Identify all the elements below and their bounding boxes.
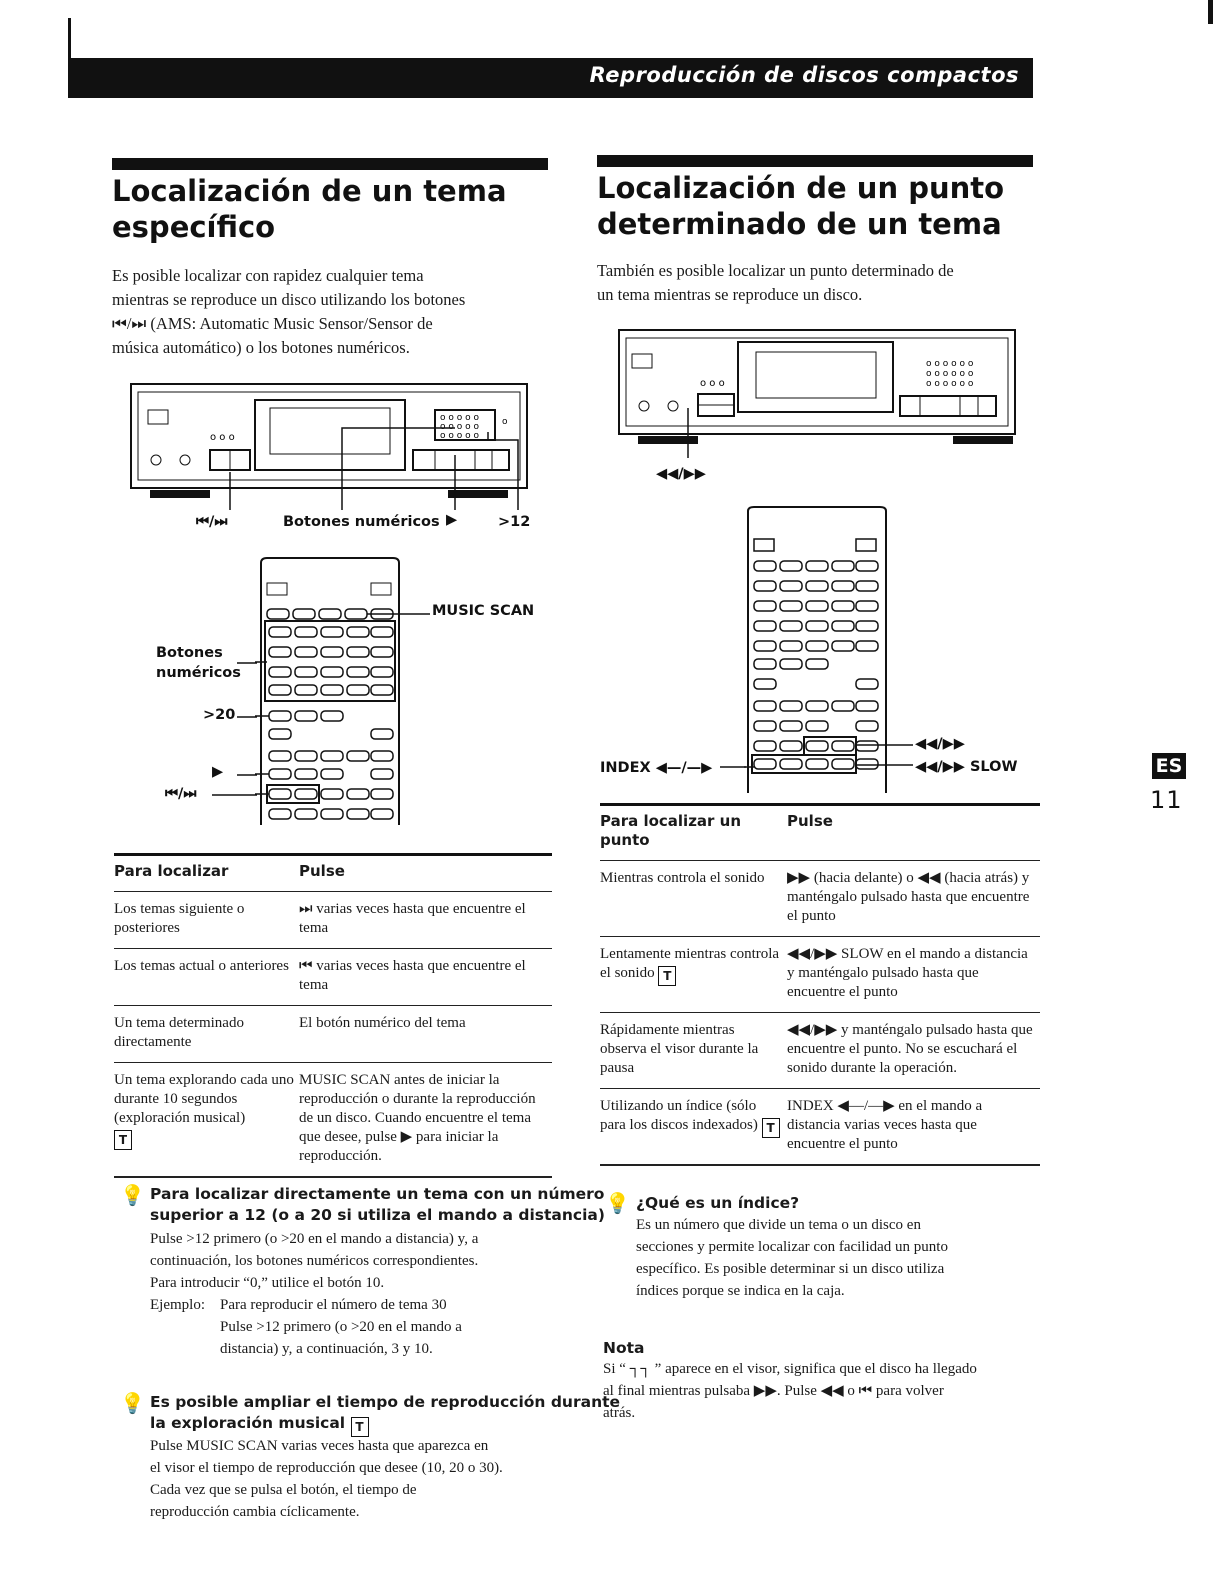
svg-text:o o o o o o: o o o o o o — [926, 369, 974, 379]
intro-line: música automático) o los botones numéricos. — [112, 338, 410, 357]
note-line: al final mientras pulsaba ▶▶. Pulse ◀◀ o ⏮ para volver — [603, 1383, 944, 1399]
crop-mark — [1208, 0, 1213, 24]
svg-text:o o o: o o o — [210, 432, 235, 443]
tip-example — [150, 1294, 560, 1360]
label-search: ◀◀/▶▶ — [656, 466, 706, 482]
remote-illustration — [255, 555, 405, 830]
tip-line: secciones y permite localizar con facilidad un punto — [636, 1239, 948, 1255]
table-cell-text: Un tema explorando cada uno durante 10 segundos (exploración musical) — [114, 1072, 294, 1126]
table-cell: INDEX ◀—/—▶ en el mando a distancia varias veces hasta que encuentre el punto — [787, 1089, 1040, 1166]
tip-line: Para introducir “0,” utilice el botón 10. — [150, 1275, 385, 1291]
language-badge: ES — [1152, 753, 1186, 779]
table-cell: ⏭ varias veces hasta que encuentre el tema — [299, 892, 552, 949]
tip-heading-line: Para localizar directamente un tema con un número — [150, 1185, 605, 1203]
intro-line: Es posible localizar con rapidez cualquier tema — [112, 266, 424, 285]
leader-line — [405, 612, 430, 616]
intro-line: ⏮/⏭ (AMS: Automatic Music Sensor/Sensor de — [112, 314, 433, 333]
remote-icon: T — [762, 1118, 780, 1138]
table-header: Pulse — [299, 855, 552, 892]
svg-text:o o o o o: o o o o o — [440, 422, 479, 432]
label-gt12: >12 — [498, 514, 531, 530]
note-heading: Nota — [603, 1339, 645, 1357]
svg-text:o: o — [502, 417, 508, 427]
label-remote-search: ◀◀/▶▶ — [915, 736, 965, 752]
note-body — [603, 1358, 1043, 1424]
table-cell — [600, 1089, 787, 1166]
table-cell-text: Utilizando un índice (sólo para los discos indexados) — [600, 1098, 758, 1133]
table-row — [600, 937, 1040, 1013]
table-row — [600, 1089, 1040, 1166]
leader-line — [720, 765, 746, 769]
tip-heading-line: Es posible ampliar el tiempo de reproducción durante — [150, 1393, 621, 1411]
remote-illustration — [744, 505, 889, 795]
table-header: Para localizar un punto — [600, 805, 787, 861]
table-cell — [114, 1063, 299, 1178]
table-cell: ▶▶ (hacia delante) o ◀◀ (hacia atrás) y manténgalo pulsado hasta que encuentre el punto — [787, 861, 1040, 937]
intro-line: También es posible localizar un punto determinado de — [597, 261, 954, 280]
table-cell: ◀◀/▶▶ y manténgalo pulsado hasta que encuentre el punto. No se escuchará el sonido durante la operación. — [787, 1013, 1040, 1089]
example-line: distancia) y, a continuación, 3 y 10. — [220, 1341, 433, 1357]
tip-line: el visor el tiempo de reproducción que desee (10, 20 o 30). — [150, 1460, 503, 1476]
right-title-line: Localización de un punto — [597, 171, 1005, 205]
table-row — [600, 861, 1040, 937]
tip2-body — [150, 1435, 570, 1523]
table-header: Para localizar — [114, 855, 299, 892]
intro-line: un tema mientras se reproduce un disco. — [597, 285, 863, 304]
label-ams: ⏮/⏭ — [196, 514, 228, 530]
table-cell-text: Lentamente mientras controla el sonido — [600, 946, 780, 981]
table-cell — [600, 937, 787, 1013]
example-line: Pulse >12 primero (o >20 en el mando a — [220, 1319, 462, 1335]
tip1-body — [150, 1228, 560, 1360]
intro-line: mientras se reproduce un disco utilizando los botones — [112, 290, 466, 309]
note-line: atrás. — [603, 1405, 636, 1421]
example-text — [220, 1294, 462, 1360]
right-tip-heading: ¿Qué es un índice? — [636, 1194, 800, 1212]
cd-player-illustration — [130, 380, 530, 510]
right-table — [600, 803, 1040, 1166]
table-header: Pulse — [787, 805, 1040, 861]
svg-text:o o o o o: o o o o o — [440, 413, 479, 423]
cd-player-illustration — [618, 326, 1018, 466]
table-row — [114, 1063, 552, 1178]
note-line: Si “ ┐┐ ” aparece en el visor, significa que el disco ha llegado — [603, 1361, 977, 1377]
svg-text:o o o o o o: o o o o o o — [926, 359, 974, 369]
table-row — [114, 1006, 552, 1063]
table-cell: Mientras controla el sonido — [600, 861, 787, 937]
label-play: ▶ — [446, 512, 458, 528]
table-cell: MUSIC SCAN antes de iniciar la reproducción o durante la reproducción de un disco. Cuando encuentre el tema que desee, pulse ▶ para iniciar la reproducción. — [299, 1063, 552, 1178]
svg-text:o o o o o: o o o o o — [440, 431, 479, 441]
remote-icon: T — [658, 966, 676, 986]
label-remote-ams: ⏮/⏭ — [165, 786, 197, 802]
tip-line: Pulse MUSIC SCAN varias veces hasta que aparezca en — [150, 1438, 489, 1454]
tip-line: específico. Es posible determinar si un disco utiliza — [636, 1261, 945, 1277]
label-remote-play: ▶ — [212, 764, 224, 780]
heading-rule — [597, 155, 1033, 167]
table-cell: El botón numérico del tema — [299, 1006, 552, 1063]
label-gt20: >20 — [203, 707, 236, 723]
table-cell: ◀◀/▶▶ SLOW en el mando a distancia y manténgalo pulsado hasta que encuentre el punto — [787, 937, 1040, 1013]
tip-line: Es un número que divide un tema o un disco en — [636, 1217, 921, 1233]
leader-line — [212, 793, 257, 797]
label-music-scan: MUSIC SCAN — [432, 603, 535, 619]
leader-line — [237, 715, 257, 719]
tip-bulb-icon: 💡 — [120, 1393, 145, 1415]
tip-heading-line: la exploración musical — [150, 1414, 346, 1432]
section-title: Reproducción de discos compactos — [589, 63, 1019, 87]
tip2-heading — [150, 1392, 620, 1437]
left-title — [112, 173, 507, 245]
tip-line: reproducción cambia cíclicamente. — [150, 1504, 360, 1520]
remote-icon: T — [114, 1130, 132, 1150]
tip-bulb-icon: 💡 — [605, 1193, 630, 1215]
example-line: Para reproducir el número de tema 30 — [220, 1297, 447, 1313]
svg-text:o o o o o o: o o o o o o — [926, 379, 974, 389]
left-table — [114, 853, 552, 1178]
svg-text:o o o: o o o — [700, 378, 725, 389]
table-cell: Rápidamente mientras observa el visor durante la pausa — [600, 1013, 787, 1089]
tip1-heading — [150, 1184, 605, 1226]
label-numeric-2: numéricos — [156, 665, 241, 681]
page-number: 11 — [1150, 786, 1183, 814]
remote-icon: T — [351, 1417, 369, 1437]
label-index: INDEX ◀—/—▶ — [600, 760, 713, 776]
tip-line: Cada vez que se pulsa el botón, el tiempo de — [150, 1482, 417, 1498]
leader-line — [889, 743, 913, 769]
leader-line — [237, 773, 257, 777]
table-cell: Los temas actual o anteriores — [114, 949, 299, 1006]
label-numeric-buttons: Botones numéricos — [283, 514, 440, 530]
right-tip-body — [636, 1214, 1036, 1302]
label-numeric-1: Botones — [156, 645, 223, 661]
tip-heading-line: superior a 12 (o a 20 si utiliza el mando a distancia) — [150, 1206, 605, 1224]
tip-line: Pulse >12 primero (o >20 en el mando a distancia) y, a — [150, 1231, 479, 1247]
table-cell: Un tema determinado directamente — [114, 1006, 299, 1063]
label-slow: ◀◀/▶▶ SLOW — [915, 759, 1018, 775]
right-intro — [597, 259, 1037, 307]
right-title — [597, 170, 1004, 242]
tip-line: índices porque se indica en la caja. — [636, 1283, 845, 1299]
left-title-line: específico — [112, 210, 276, 244]
table-row — [600, 1013, 1040, 1089]
section-banner — [70, 58, 1033, 98]
table-cell: ⏮ varias veces hasta que encuentre el tema — [299, 949, 552, 1006]
example-label: Ejemplo: — [150, 1297, 205, 1313]
table-cell: Los temas siguiente o posteriores — [114, 892, 299, 949]
table-row — [114, 892, 552, 949]
tip-bulb-icon: 💡 — [120, 1185, 145, 1207]
tip-line: continuación, los botones numéricos correspondientes. — [150, 1253, 479, 1269]
table-row — [114, 949, 552, 1006]
right-title-line: determinado de un tema — [597, 207, 1002, 241]
heading-rule — [112, 158, 548, 170]
left-title-line: Localización de un tema — [112, 174, 507, 208]
left-intro — [112, 264, 552, 360]
